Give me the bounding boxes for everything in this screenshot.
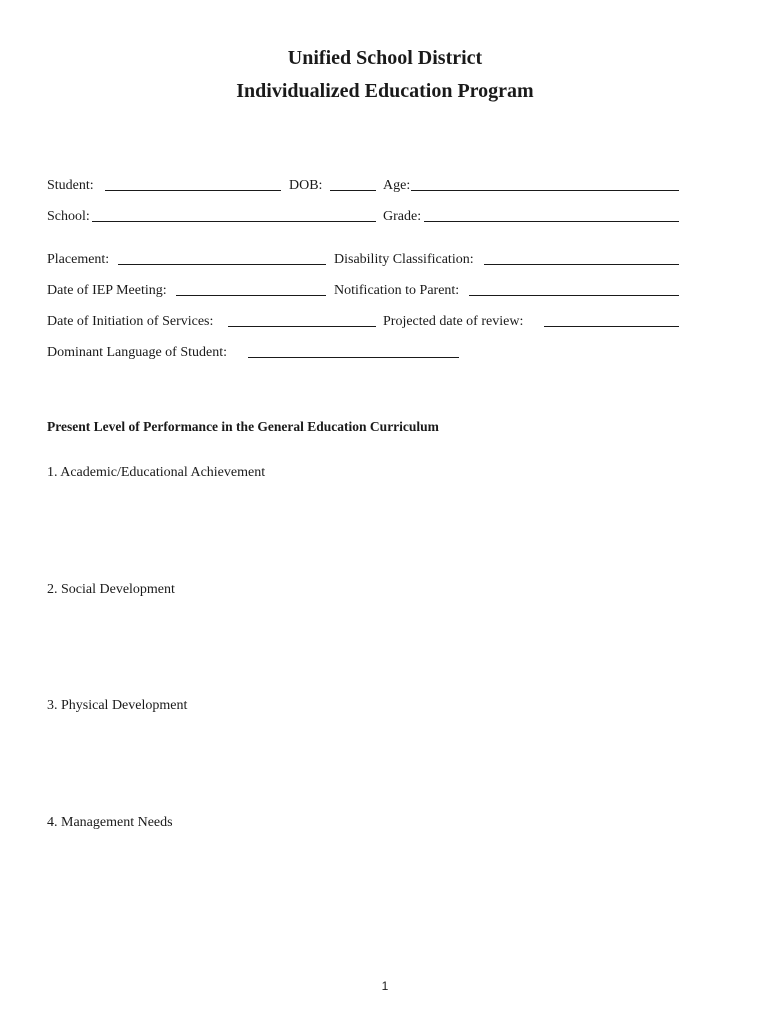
age-label: Age: — [383, 178, 411, 193]
grade-field[interactable] — [424, 208, 679, 222]
iep-meeting-row — [47, 282, 679, 300]
page-number: 1 — [381, 979, 389, 993]
dob-field[interactable] — [330, 177, 376, 191]
placement-field[interactable] — [118, 251, 326, 265]
review-label: Projected date of review: — [383, 314, 524, 329]
performance-heading: Present Level of Performance in the General Education Curriculum — [47, 419, 439, 434]
initiation-label: Date of Initiation of Services: — [47, 314, 214, 329]
age-field[interactable] — [411, 177, 679, 191]
disability-label: Disability Classification: — [334, 252, 474, 267]
placement-label: Placement: — [47, 252, 110, 267]
notification-label: Notification to Parent: — [334, 283, 460, 298]
language-label: Dominant Language of Student: — [47, 345, 228, 360]
review-field[interactable] — [544, 313, 679, 327]
initiation-row — [47, 313, 679, 331]
disability-field[interactable] — [484, 251, 679, 265]
initiation-field[interactable] — [228, 313, 376, 327]
iep-meeting-label: Date of IEP Meeting: — [47, 283, 167, 298]
iep-meeting-field[interactable] — [176, 282, 326, 296]
school-row — [47, 208, 679, 226]
student-field[interactable] — [105, 177, 281, 191]
management-needs-item: 4. Management Needs — [47, 815, 173, 830]
school-label: School: — [47, 209, 90, 224]
student-label: Student: — [47, 178, 94, 193]
notification-field[interactable] — [469, 282, 679, 296]
language-field[interactable] — [248, 344, 459, 358]
school-field[interactable] — [92, 208, 376, 222]
physical-development-item: 3. Physical Development — [47, 698, 188, 713]
grade-label: Grade: — [383, 209, 422, 224]
dob-label: DOB: — [289, 178, 323, 193]
academic-achievement-item: 1. Academic/Educational Achievement — [47, 465, 266, 480]
placement-row — [47, 251, 679, 269]
language-row — [47, 344, 459, 362]
form-title: Individualized Education Program — [236, 80, 534, 102]
student-row — [47, 177, 679, 195]
social-development-item: 2. Social Development — [47, 582, 175, 597]
district-title: Unified School District — [287, 47, 483, 69]
